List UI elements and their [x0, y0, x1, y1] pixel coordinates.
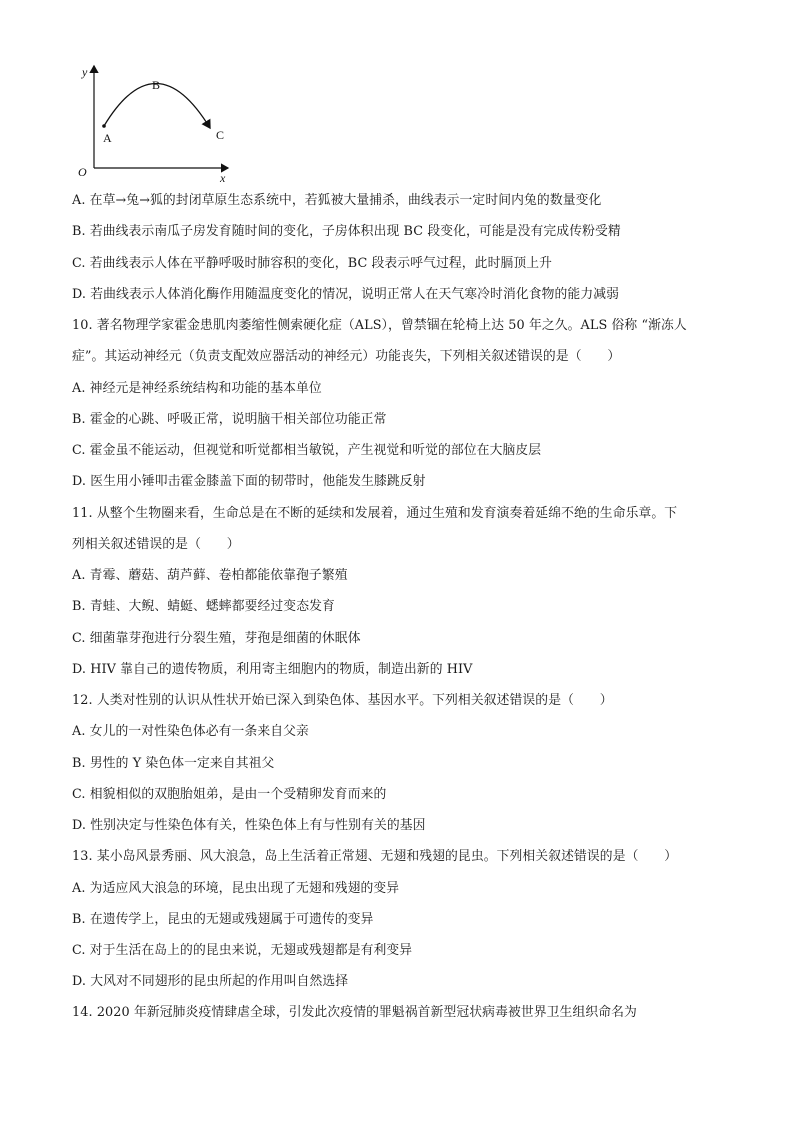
option-12a: A. 女儿的一对性染色体必有一条来自父亲 [72, 724, 309, 739]
option-9c: C. 若曲线表示人体在平静呼吸时肺容积的变化，BC 段表示呼气过程，此时膈顶上升 [72, 256, 553, 271]
option-11a: A. 青霉、蘑菇、葫芦藓、卷柏都能依靠孢子繁殖 [72, 568, 348, 583]
option-10c: C. 霍金虽不能运动，但视觉和听觉都相当敏锐，产生视觉和听觉的部位在大脑皮层 [72, 443, 542, 458]
point-b-label: B [152, 78, 161, 92]
option-13d: D. 大风对不同翅形的昆虫所起的作用叫自然选择 [72, 974, 349, 989]
option-13c: C. 对于生活在岛上的的昆虫来说，无翅或残翅都是有利变异 [72, 943, 413, 958]
option-10d: D. 医生用小锤叩击霍金膝盖下面的韧带时，他能发生膝跳反射 [72, 474, 426, 489]
question-11-line-2: 列相关叙述错误的是（ ） [72, 537, 240, 552]
option-13a: A. 为适应风大浪急的环境，昆虫出现了无翅和残翅的变异 [72, 881, 400, 896]
option-9d: D. 若曲线表示人体消化酶作用随温度变化的情况，说明正常人在天气寒冷时消化食物的能力减弱 [72, 287, 620, 302]
question-12: 12. 人类对性别的认识从性状开始已深入到染色体、基因水平。下列相关叙述错误的是（ ） [72, 693, 613, 708]
option-10a: A. 神经元是神经系统结构和功能的基本单位 [72, 381, 322, 396]
y-axis-label: y [82, 65, 88, 79]
point-a-dot [102, 124, 106, 128]
option-10b: B. 霍金的心跳、呼吸正常，说明脑干相关部位功能正常 [72, 412, 387, 427]
origin-label: O [78, 165, 87, 179]
option-11c: C. 细菌靠芽孢进行分裂生殖，芽孢是细菌的休眠体 [72, 631, 361, 646]
option-13b: B. 在遗传学上，昆虫的无翅或残翅属于可遗传的变异 [72, 912, 374, 927]
question-14-line-1: 14. 2020 年新冠肺炎疫情肆虐全球，引发此次疫情的罪魁祸首新型冠状病毒被世界卫生组织命名为 [72, 1005, 637, 1020]
option-11d: D. HIV 靠自己的遗传物质，利用寄主细胞内的物质，制造出新的 HIV [72, 662, 473, 677]
option-12b: B. 男性的 Y 染色体一定来自其祖父 [72, 756, 275, 771]
option-11b: B. 青蛙、大鲵、蜻蜓、蟋蟀都要经过变态发育 [72, 599, 335, 614]
question-10-line-2: 症”。其运动神经元（负责支配效应器活动的神经元）功能丧失，下列相关叙述错误的是（ ） [72, 349, 621, 364]
option-12c: C. 相貌相似的双胞胎姐弟，是由一个受精卵发育而来的 [72, 787, 387, 802]
point-a-label: A [103, 131, 112, 145]
curve-graph [74, 60, 236, 185]
question-11-line-1: 11. 从整个生物圈来看，生命总是在不断的延续和发展着，通过生殖和发育演奏着延绵不绝的生命乐章。下 [72, 506, 678, 521]
option-9b: B. 若曲线表示南瓜子房发育随时间的变化，子房体积出现 BC 段变化，可能是没有完成传粉受精 [72, 224, 621, 239]
question-13: 13. 某小岛风景秀丽、风大浪急，岛上生活着正常翅、无翅和残翅的昆虫。下列相关叙述错误的是（ ） [72, 849, 678, 864]
curve-figure [74, 60, 236, 185]
option-12d: D. 性别决定与性染色体有关，性染色体上有与性别有关的基因 [72, 818, 426, 833]
question-10-line-1: 10. 著名物理学家霍金患肌肉萎缩性侧索硬化症（ALS），曾禁锢在轮椅上达 50 年之久。ALS 俗称 “渐冻人 [72, 318, 687, 333]
point-c-label: C [216, 128, 225, 142]
option-9a: A. 在草→兔→狐的封闭草原生态系统中，若狐被大量捕杀，曲线表示一定时间内兔的数量变化 [72, 193, 602, 208]
x-axis-label: x [220, 171, 226, 185]
